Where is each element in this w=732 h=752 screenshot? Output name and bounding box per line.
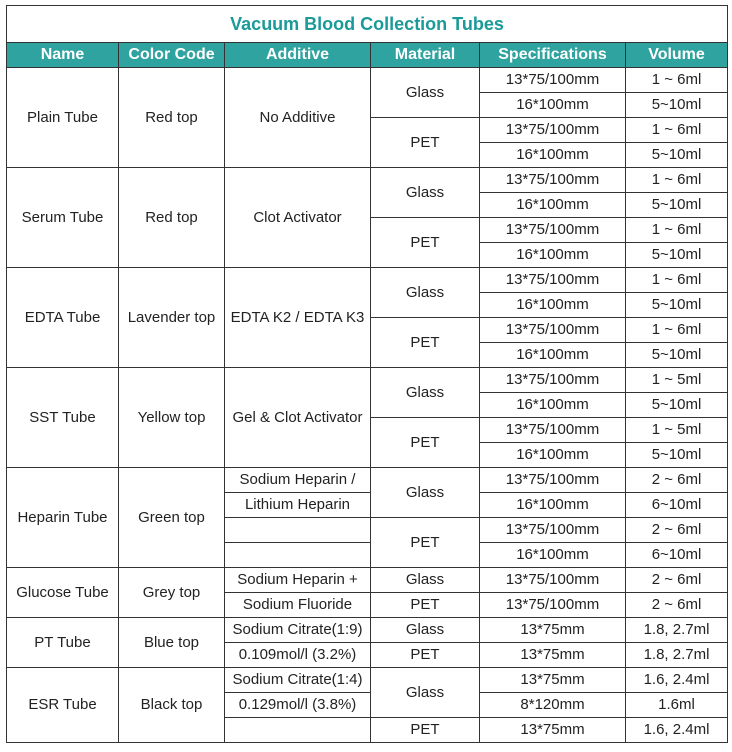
tube-volume: 5~10ml [626,243,728,268]
tube-color-code: Yellow top [119,368,225,468]
tube-additive-line: Sodium Citrate(1:4) [225,668,371,693]
table-row [7,668,728,693]
tube-spec: 13*75/100mm [480,218,626,243]
tube-material: Glass [371,368,480,418]
tube-additive: No Additive [225,68,371,168]
tube-material: Glass [371,468,480,518]
tube-volume: 5~10ml [626,393,728,418]
tube-additive: Clot Activator [225,168,371,268]
tube-spec: 16*100mm [480,443,626,468]
tube-spec: 13*75/100mm [480,118,626,143]
tube-volume: 2 ~ 6ml [626,468,728,493]
tube-spec: 13*75/100mm [480,368,626,393]
tube-spec: 13*75/100mm [480,568,626,593]
tube-material: Glass [371,68,480,118]
tube-volume: 1 ~ 5ml [626,418,728,443]
tube-spec: 13*75/100mm [480,168,626,193]
tube-material: PET [371,418,480,468]
tube-name: Plain Tube [7,68,119,168]
tube-name: EDTA Tube [7,268,119,368]
tube-spec: 13*75/100mm [480,418,626,443]
tube-spec: 13*75/100mm [480,268,626,293]
tube-color-code: Blue top [119,618,225,668]
tube-spec: 13*75/100mm [480,318,626,343]
tube-spec: 16*100mm [480,393,626,418]
tube-spec: 13*75mm [480,643,626,668]
tube-additive: EDTA K2 / EDTA K3 [225,268,371,368]
header-name: Name [7,43,119,68]
table-row [7,68,728,93]
header-specifications: Specifications [480,43,626,68]
tube-spec: 16*100mm [480,543,626,568]
tube-additive-line: 0.109mol/l (3.2%) [225,643,371,668]
tube-additive-line [225,543,371,568]
tube-spec: 13*75/100mm [480,518,626,543]
tube-volume: 1 ~ 6ml [626,68,728,93]
tube-color-code: Red top [119,68,225,168]
tube-color-code: Grey top [119,568,225,618]
tube-additive: Gel & Clot Activator [225,368,371,468]
tube-volume: 6~10ml [626,493,728,518]
table-row [7,368,728,393]
tube-volume: 5~10ml [626,293,728,318]
header-additive: Additive [225,43,371,68]
tube-material: Glass [371,618,480,643]
tube-volume: 1 ~ 6ml [626,168,728,193]
tube-volume: 6~10ml [626,543,728,568]
tube-volume: 1.8, 2.7ml [626,618,728,643]
tube-volume: 1.6ml [626,693,728,718]
tube-color-code: Lavender top [119,268,225,368]
tubes-table [6,5,728,743]
tube-name: Heparin Tube [7,468,119,568]
tube-volume: 1.8, 2.7ml [626,643,728,668]
tube-additive-line: Lithium Heparin [225,493,371,518]
tube-spec: 16*100mm [480,93,626,118]
tube-color-code: Red top [119,168,225,268]
header-material: Material [371,43,480,68]
tube-spec: 16*100mm [480,143,626,168]
header-volume: Volume [626,43,728,68]
tube-spec: 16*100mm [480,293,626,318]
tube-color-code: Black top [119,668,225,743]
tube-additive-line: Sodium Citrate(1:9) [225,618,371,643]
tube-volume: 2 ~ 6ml [626,518,728,543]
tube-material: PET [371,718,480,743]
tube-volume: 1 ~ 5ml [626,368,728,393]
tube-volume: 5~10ml [626,143,728,168]
header-row [7,43,728,68]
tube-volume: 1.6, 2.4ml [626,668,728,693]
tube-spec: 13*75mm [480,668,626,693]
tube-name: SST Tube [7,368,119,468]
header-color-code: Color Code [119,43,225,68]
tube-volume: 1 ~ 6ml [626,268,728,293]
tube-volume: 1 ~ 6ml [626,118,728,143]
tube-name: Glucose Tube [7,568,119,618]
tube-material: Glass [371,168,480,218]
table-row [7,468,728,493]
tube-material: PET [371,593,480,618]
tube-spec: 16*100mm [480,493,626,518]
tube-additive-line: Sodium Heparin / [225,468,371,493]
tube-spec: 13*75mm [480,618,626,643]
tube-material: PET [371,318,480,368]
tube-spec: 13*75mm [480,718,626,743]
tube-additive-line [225,518,371,543]
tube-spec: 16*100mm [480,243,626,268]
table-row [7,618,728,643]
tube-material: PET [371,118,480,168]
table-title: Vacuum Blood Collection Tubes [7,6,728,43]
tube-volume: 5~10ml [626,93,728,118]
tube-additive-line: Sodium Heparin + [225,568,371,593]
table-row [7,168,728,193]
table-row [7,568,728,593]
tube-name: PT Tube [7,618,119,668]
tube-material: PET [371,643,480,668]
tube-spec: 8*120mm [480,693,626,718]
tube-spec: 13*75/100mm [480,468,626,493]
tube-volume: 5~10ml [626,443,728,468]
tube-additive-line: 0.129mol/l (3.8%) [225,693,371,718]
table-row [7,268,728,293]
tube-volume: 5~10ml [626,193,728,218]
tube-material: Glass [371,568,480,593]
tube-volume: 1 ~ 6ml [626,218,728,243]
tube-name: Serum Tube [7,168,119,268]
tube-volume: 5~10ml [626,343,728,368]
tube-spec: 13*75/100mm [480,68,626,93]
tube-volume: 2 ~ 6ml [626,568,728,593]
tube-material: Glass [371,268,480,318]
tube-material: PET [371,218,480,268]
tube-volume: 2 ~ 6ml [626,593,728,618]
tube-additive-line: Sodium Fluoride [225,593,371,618]
tube-material: PET [371,518,480,568]
tube-volume: 1 ~ 6ml [626,318,728,343]
tube-volume: 1.6, 2.4ml [626,718,728,743]
tube-additive-line [225,718,371,743]
tube-color-code: Green top [119,468,225,568]
tube-spec: 13*75/100mm [480,593,626,618]
tube-material: Glass [371,668,480,718]
tube-spec: 16*100mm [480,193,626,218]
tube-spec: 16*100mm [480,343,626,368]
tube-name: ESR Tube [7,668,119,743]
